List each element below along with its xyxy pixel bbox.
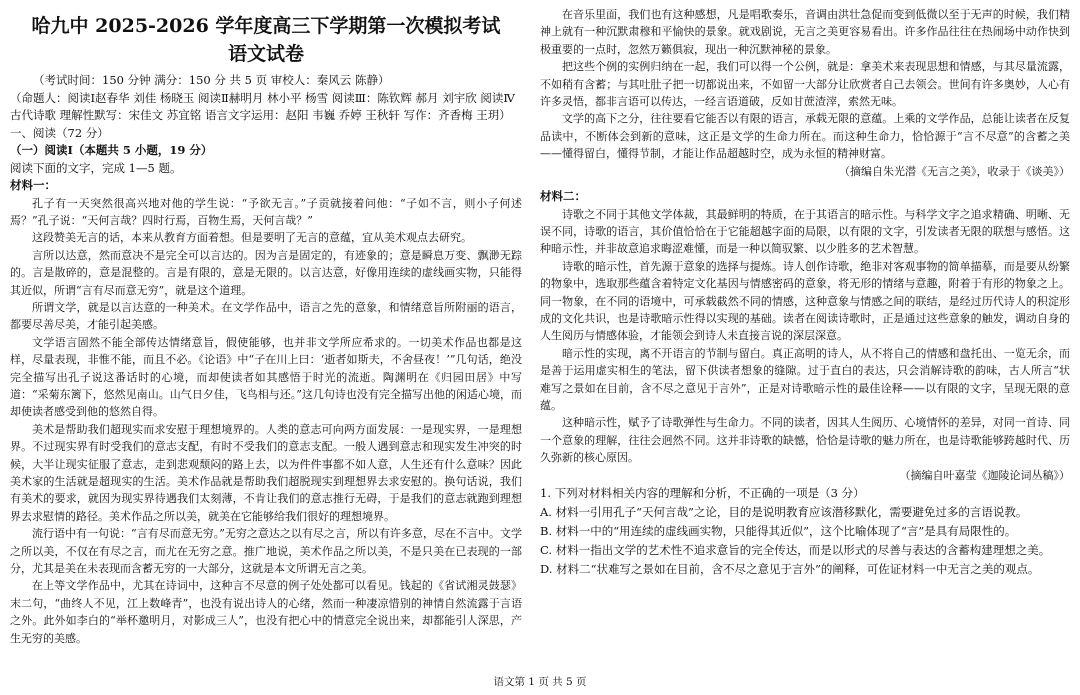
section-reading: 一、阅读（72 分） <box>10 125 109 140</box>
exam-info: （考试时间：150 分钟 满分：150 分 共 5 页 审校人：秦风云 陈静） <box>33 73 390 87</box>
question-option-a: A. 材料一引用孔子“天何言哉”之论，目的是说明教育应该潜移默化，需要避免过多的言语说教。 <box>540 505 1028 520</box>
question-1: 1. 下列对材料相关内容的理解和分析，不正确的一项是（3 分） <box>540 486 865 501</box>
question-option-d: D. 材料二“状难写之景如在目前，含不尽之意见于言外”的阐释，可佐证材料一中无言之美的观点。 <box>540 562 1040 577</box>
material-1-paragraph: 孔子有一天突然很高兴地对他的学生说：“予欲无言。”子贡就接着问他：“子如不言，则小子何述焉？”孔子说：“天何言哉？四时行焉，百物生焉，天何言哉？” <box>10 196 522 227</box>
material-1-paragraph: 在上等文学作品中，尤其在诗词中，这种言不尽意的例子处处都可以看见。钱起的《省试湘灵鼓瑟》末二句，“曲终人不见，江上数峰青”，也没有说出诗人的心绪，然而一种凄凉惜别的神情自然流露于言语之外。此外如李白的“举杯邀明月，对影成三人”，也没有把心中的情意完全说出来，却都能引人深思，产生无穷的美感。 <box>10 579 522 645</box>
material-2-paragraph: 这种暗示性，赋予了诗歌弹性与生命力。不同的读者，因其人生阅历、心境情怀的差异，对同一首诗、同一个意象的理解，往往会迥然不同。这并非诗歌的缺憾，恰恰是诗歌的魅力所在，也是诗歌能够跨越时代、历久弥新的核心原因。 <box>540 416 1070 465</box>
exam-title: 哈九中 2025-2026 学年度高三下学期第一次模拟考试 <box>31 15 501 37</box>
left-column <box>10 6 522 647</box>
question-option-b: B. 材料一中的“用连续的虚线画实物，只能得其近似”，这个比喻体现了“言”是具有局限性的。 <box>540 524 1017 539</box>
exam-subtitle: 语文试卷 <box>227 43 304 65</box>
section-reading-1: （一）阅读Ⅰ（本题共 5 小题，19 分） <box>10 143 213 157</box>
material-2-source: （摘编自叶嘉莹《迦陵论词丛稿》） <box>899 468 1070 482</box>
material-2-paragraph: 诗歌之不同于其他文学体裁，其最鲜明的特质，在于其语言的暗示性。与科学文字之追求精确、明晰、无误不同，诗歌的语言，其价值恰恰在于它能超越字面的局限，以有限的文字，引发读者无限的联想与感悟。这种暗示性，并非故意追求晦涩难懂，而是一种以简驭繁、以少胜多的艺术智慧。 <box>540 207 1070 256</box>
material-1-paragraph: 流行语中有一句说：“言有尽而意无穷。”无穷之意达之以有尽之言，所以有许多意，尽在不言中。文学之所以美，不仅在有尽之言，而尤在无穷之意。推广地说，美术作品之所以美，不是只美在已表现的一部分，尤其是美在未表现而含蓄无穷的一大部分，这就是本文所谓无言之美。 <box>10 527 522 576</box>
material-1-source: （摘编自朱光潜《无言之美》，收录于《谈美》） <box>839 164 1070 178</box>
material-1-paragraph: 所谓文学，就是以言达意的一种美术。在文学作品中，语言之先的意象，和情绪意旨所附丽的语言，都要尽善尽美，才能引起美感。 <box>10 300 522 332</box>
material-1-label: 材料一： <box>10 178 56 192</box>
material-1-paragraph: 文学语言固然不能全部传达情绪意旨，假使能够，也并非文学所应希求的。一切美术作品也都是这样，尽量表现，非惟不能，而且不必。《论语》中“子在川上曰：‘逝者如斯夫，不舍昼夜！’”几句话，绝没完全描写出孔子说这番话时的心境，而却使读者如其感悟于时光的流逝。陶渊明在《归园田居》中写道：“采菊东篱下，悠然见南山。山气日夕佳，飞鸟相与还。”这几句诗也没有完全描写出他的闲适心境，而却使读者感受到他的悠然自得。 <box>10 335 522 419</box>
material-1-paragraph: 这段赞美无言的话，本来从教育方面着想。但是要明了无言的意蕴，宜从美术观点去研究。 <box>32 231 472 245</box>
material-1-paragraph: 在音乐里面，我们也有这种感想，凡是唱歌奏乐，音调由洪壮急促而变到低微以至于无声的时候，我们精神上就有一种沉默肃穆和平愉快的景象。就戏剧说，无言之美更容易看出。许多作品往往在热闹场中动作快到极重要的一点时，忽然万籁俱寂，现出一种沉默神秘的景象。 <box>540 8 1070 56</box>
material-2-paragraph: 诗歌的暗示性，首先源于意象的选择与提炼。诗人创作诗歌，绝非对客观事物的简单描摹，而是要从纷繁的物象中，选取那些蕴含着特定文化基因与情感密码的意象，将无形的情绪与意趣，附着于有形的物象之上。同一物象，在不同的语境中，可承载截然不同的情感，这种意象与情感之间的联结，是经过历代诗人的积淀形成的文化共识，也是诗歌暗示性得以实现的基础。读者在阅读诗歌时，正是通过这些意象的触发，调动自身的人生阅历与情感体验，才能领会到诗人未直接言说的深层深意。 <box>540 259 1070 343</box>
material-1-paragraph: 文学的高下之分，往往要看它能否以有限的语言，承载无限的意蕴。上乘的文学作品，总能让读者在反复品读中，不断体会到新的意味，这正是文学的生命力所在。而这种生命力，恰恰源于“言不尽意”的含蓄之美——懂得留白，懂得节制，才能让作品超越时空，成为永恒的精神财富。 <box>540 112 1070 161</box>
material-1-paragraph: 言所以达意，然而意决不是完全可以言达的。因为言是固定的，有迹象的；意是瞬息万变、飘渺无踪的。言是散碎的，意是混整的。言是有限的，意是无限的。以言达意，好像用连续的虚线画实物，只能得其近似，所谓“言有尽而意无穷”，就是这个道理。 <box>10 248 522 297</box>
material-2-paragraph: 暗示性的实现，离不开语言的节制与留白。真正高明的诗人，从不将自己的情感和盘托出、一览无余，而是善于运用虚实相生的笔法，留下供读者想象的缝隙。过于直白的表达，只会消解诗歌的韵味，古人所言“状难写之景如在目前，含不尽之意见于言外”，正是对诗歌暗示性的最佳诠释——以有限的文字，呈现无限的意蕴。 <box>540 346 1070 413</box>
page-footer: 语文第 1 页 共 5 页 <box>493 676 587 688</box>
material-1-paragraph: 把这些个例的实例归纳在一起，我们可以得一个公例，就是：拿美术来表现思想和情感，与其尽量流露，不如稍有含蓄；与其吐肚子把一切都说出来，不如留一大部分让欣赏者自己去领会。世间有许多奥妙，人心有许多灵悟，都非言语可以传达，一经言语道破，反如甘蔗渣滓，索然无味。 <box>540 60 1070 109</box>
instruction: 阅读下面的文字，完成 1—5 题。 <box>10 160 182 175</box>
right-column <box>540 6 1070 579</box>
material-2-label: 材料二： <box>540 189 586 204</box>
material-1-paragraph: 美术是帮助我们超现实而求安慰于理想境界的。人类的意志可向两方面发展：一是现实界，一是理想界。不过现实界有时受我们的意志支配，有时不受我们的意志支配。一般人遇到意志和现实发生冲突的时候，大半让现实征服了意志，走到悲观颓闷的路上去，以为件件事都不如人意，人生还有什么意味？因此美术家的生活就是超现实的生活。美术作品就是帮助我们超脱现实到理想界去求安慰的。换句话说，我们有美术的要求，就因为现实界待遇我们太刻薄，不肯让我们的意志推行无碍，于是我们的意志就跑到理想界去求慰情的路径。美术作品之所以美，就美在它能够给我们很好的理想境界。 <box>10 422 522 523</box>
proposers: （命题人：阅读Ⅰ赵春华 刘佳 杨晓玉 阅读Ⅱ赫明月 林小平 杨雪 阅读Ⅲ：陈钦辉 郝月 刘宇欣 阅读Ⅳ古代诗歌 理解性默写：宋佳文 苏宜铭 语言文字运用：赵阳 韦巍 乔婷 王秋轩 写作：齐香梅 王玥） <box>10 90 515 122</box>
question-option-c: C. 材料一指出文学的艺术性不追求意旨的完全传达，而是以形式的尽善与表达的含蓄构建理想之美。 <box>540 543 1051 558</box>
